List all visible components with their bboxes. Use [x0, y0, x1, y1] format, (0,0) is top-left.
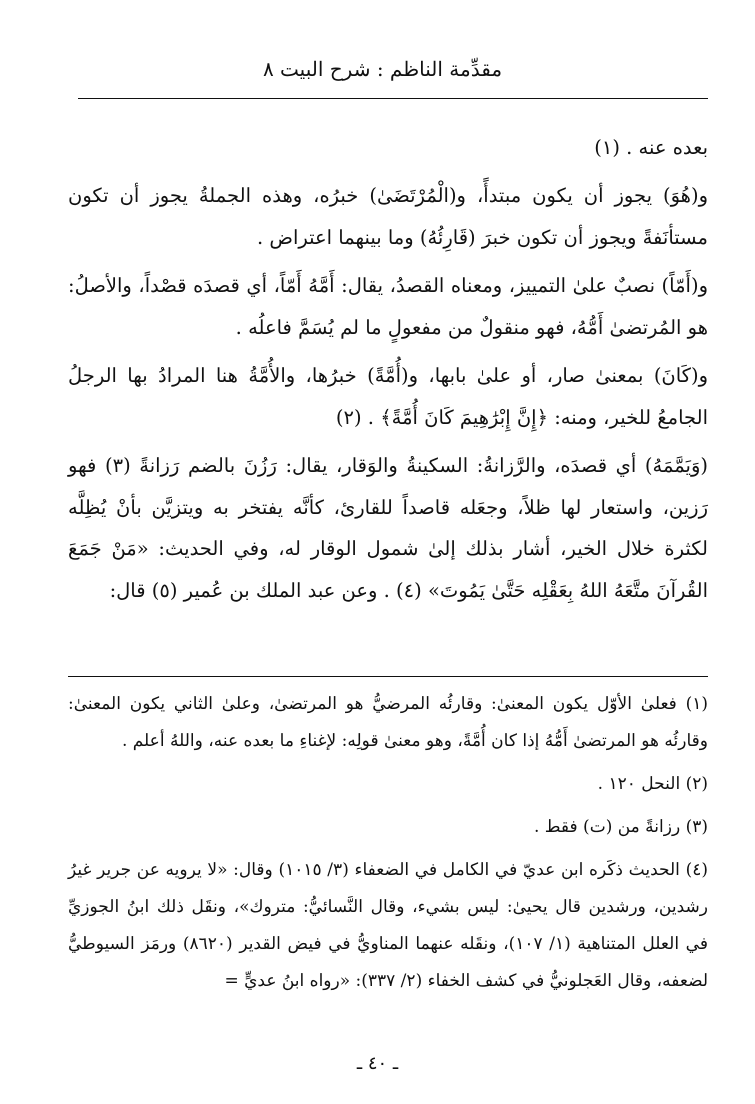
paragraph-5: (وَيَمَّمَهُ) أي قصدَه، والرَّزانةُ: السكينةُ والوَقار، يقال: رَزُنَ بالضم رَزانةً (٣) فهو رَزين، واستعار لها ظلاً، وجعَله قاصداً للقارئ، كأنَّه يفتخر به ويتزيَّن بأنْ يُظِلَّه لكثرة خلال الخير، أشار بذلك إلىٰ شمول الوقار له، وفي الحديث: «مَنْ جَمَعَ القُرآنَ متَّعَهُ اللهُ بِعَقْلِه حَتَّىٰ يَمُوتَ» (٤) . وعن عبد الملك بن عُمير (٥) قال:: [68, 454, 708, 602]
main-text: [68, 128, 708, 611]
paragraph-2: و(هُوَ) يجوز أن يكون مبتدأً، و(الْمُرْتَضَىٰ) خبرُه، وهذه الجملةُ يجوز أن تكون مستأنَفةً ويجوز أن تكون خبرَ (قَارِئُهُ) وما بينهما اعتراض .: [68, 184, 708, 249]
running-header: مقدِّمة الناظم : شرح البيت ٨: [262, 57, 503, 81]
footnote-2: (٢) النحل ١٢٠ .: [597, 774, 708, 794]
page-number: ـ ٤٠ ـ: [356, 1053, 399, 1074]
paragraph-1: بعده عنه . (١): [594, 136, 708, 159]
header-rule: [78, 98, 708, 99]
footnote-4: (٤) الحديث ذكَره ابن عديّ في الكامل في الضعفاء (٣/ ١٠١٥) وقال: «لا يرويه عن جرير غيرُ رشدين، ورشدين قال يحيىٰ: ليس بشيء، وقال النَّسائيُّ: متروك»، ونقَل ذلك ابنُ الجوزيِّ في العلل المتناهية (١/ ١٠٧)، ونقَله عنهما المناويُّ في فيض القدير (٨٦٢٠) ورمَز السيوطيُّ لضعفه، وقال العَجلونيُّ في كشف الخفاء (٢/ ٣٣٧): «رواه ابنُ عديٍّ =: [68, 860, 708, 991]
paragraph-4: و(كَانَ) بمعنىٰ صار، أو علىٰ بابها، و(أُمَّةً) خبرُها، والأُمَّةُ هنا المرادُ بها الرجلُ الجامعُ للخير، ومنه: ﴿إِنَّ إِبْرَٰهِيمَ كَانَ أُمَّةً﴾ . (٢): [68, 364, 708, 429]
footnotes: [68, 686, 708, 1000]
paragraph-3: و(أَمّاً) نصبٌ علىٰ التمييز، ومعناه القصدُ، يقال: أَمَّهُ أَمّاً، أي قصدَه قصْداً، والأصلُ: هو المُرتضىٰ أَمُّهُ، فهو منقولٌ من مفعولٍ ما لم يُسَمَّ فاعلُه .: [68, 274, 708, 339]
footnote-rule: [68, 676, 708, 677]
footnote-3: (٣) رزانةً من (ت) فقط .: [533, 817, 708, 837]
footnote-1: (١) فعلىٰ الأوّل يكون المعنىٰ: وقارئُه المرضيُّ هو المرتضىٰ، وعلىٰ الثاني يكون المعنىٰ: وقارئُه هو المرتضىٰ أَمُّهُ إذا كان أُمَّةً، وهو معنىٰ قولِه: لإغناءِ ما بعده عنه، واللهُ أعلم .: [68, 694, 708, 751]
